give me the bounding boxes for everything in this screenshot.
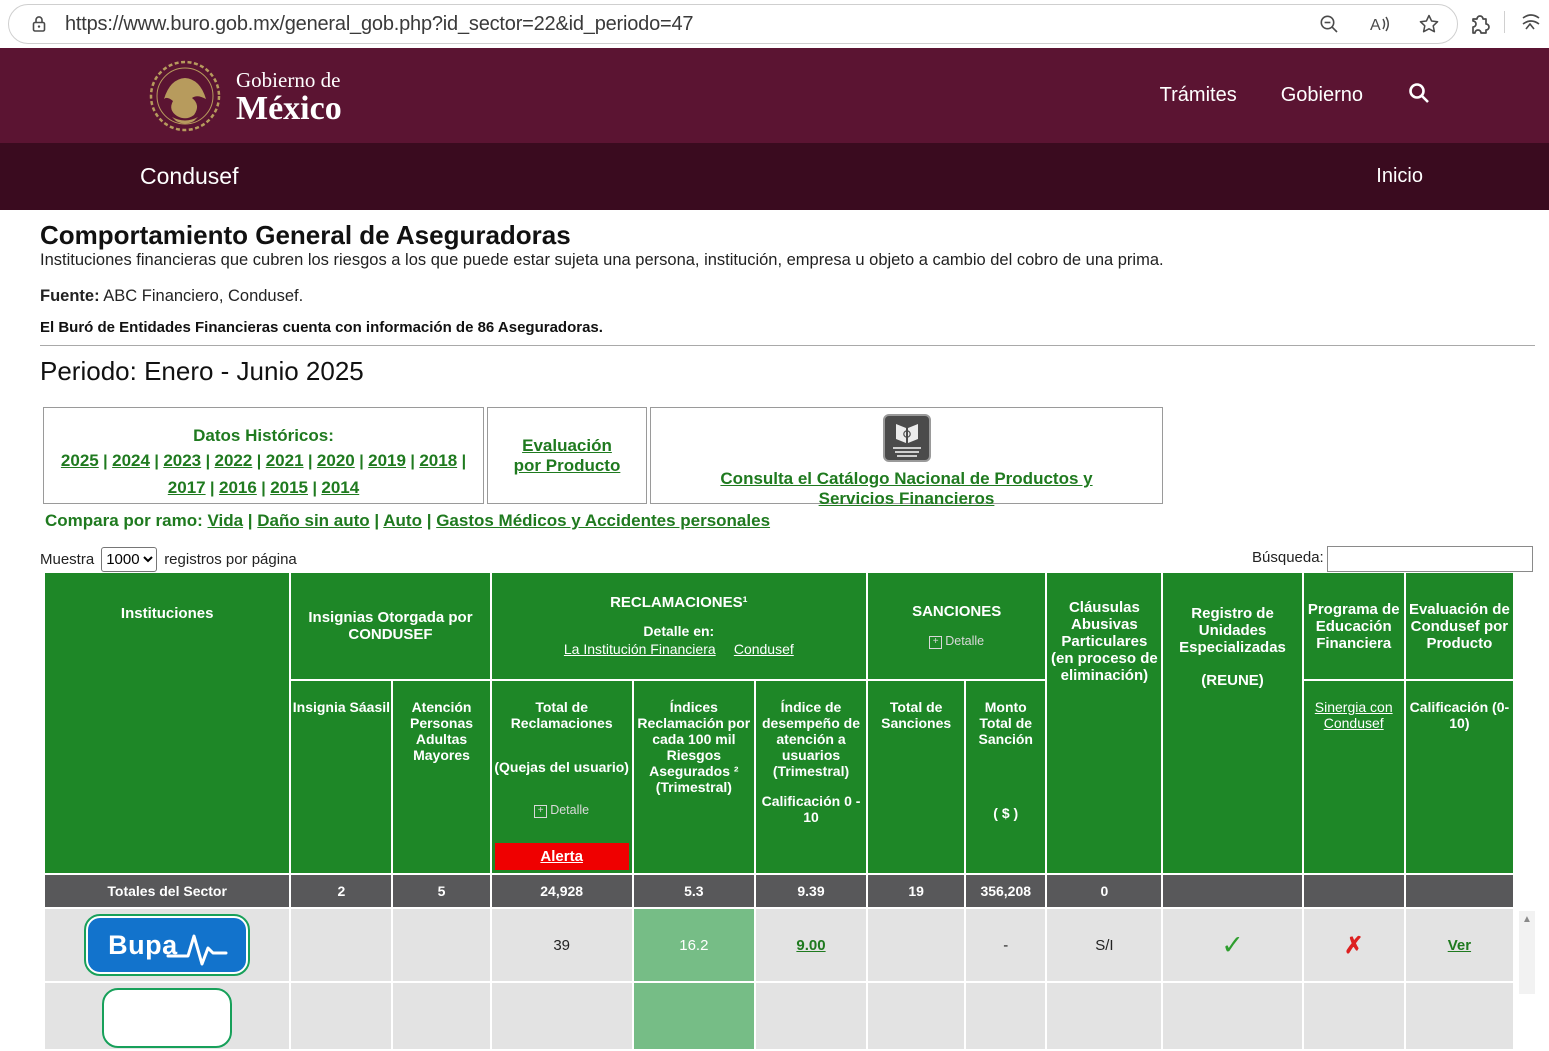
group-header-programa: Programa de Educación Financiera [1304,573,1404,679]
sanciones-detalle-button[interactable]: + Detalle [929,634,984,648]
year-link-2015[interactable]: 2015 [270,477,309,497]
indice-desempeno-cell [756,909,866,981]
col-header-reune [1163,573,1301,873]
indice-reclamacion-cell: 16.2 [634,909,754,981]
page-size-prefix: Muestra [40,551,95,568]
reclamaciones-title: RECLAMACIONES¹ [610,594,748,611]
reune-title: Registro de Unidades Especializadas [1179,605,1286,656]
group-header-reclamaciones [492,573,867,679]
evaluation-by-product-box [487,407,647,504]
page-title: Comportamiento General de Aseguradoras [40,220,571,250]
page-subtitle: Instituciones financieras que cubren los riesgos a los que puede estar sujeta una persona, institución, empresa u objeto a cambio del cobro de una prima. [40,251,1164,269]
year-link-2019[interactable]: 2019 [368,451,406,470]
catalog-link[interactable]: Consulta el Catálogo Nacional de Productos y Servicios Financieros [720,469,1093,508]
year-link-2025[interactable]: 2025 [60,451,99,470]
compare-link-auto[interactable]: Auto [383,511,422,530]
total-sanciones-cell [868,909,964,981]
sinergia-condusef-link[interactable]: Sinergia con Condusef [1314,699,1393,731]
historic-data-label: Datos Históricos: [193,426,334,445]
historic-data-box [43,407,484,504]
url-text[interactable]: https://www.buro.gob.mx/general_gob.php?id_sector=22&id_periodo=47 [65,12,694,35]
gobierno-header [0,48,1549,143]
programa-x-icon: ✗ [1344,931,1364,958]
total-reclamaciones-cell: 39 [492,909,632,981]
col-header-calificacion: Calificación (0-10) [1406,681,1513,873]
browser-toolbar [0,0,1549,49]
bupa-logo[interactable] [84,914,250,976]
col-header-atencion-mayores: Atención Personas Adultas Mayores [393,681,489,873]
totals-atencion: 5 [393,875,489,907]
col-header-clausulas: Cláusulas Abusivas Particulares (en proceso de eliminación) [1047,573,1161,873]
col-header-total-reclamaciones: Total de Reclamaciones (Quejas del usuario) + Detalle Alerta [492,681,632,873]
period-heading: Periodo: Enero - Junio 2025 [40,356,364,386]
group-header-sanciones [868,573,1045,679]
catalog-book-icon[interactable] [883,414,931,467]
gobierno-wordmark [236,70,342,126]
lock-icon[interactable] [27,12,51,36]
gobierno-wordmark-bottom: México [236,89,342,127]
col-header-total-sanciones: Total de Sanciones [868,681,964,873]
gobierno-wordmark-top: Gobierno de [236,68,341,93]
next-institution-logo[interactable] [102,988,232,1048]
clausulas-cell: S/I [1047,909,1161,981]
year-link-2023[interactable]: 2023 [163,451,202,470]
evaluacion-cell [1406,909,1513,981]
bupa-logo-text: Bupa [108,929,178,960]
reune-acronym: (REUNE) [1201,672,1264,689]
year-link-2014[interactable]: 2014 [321,477,360,497]
indice-desempeno-link[interactable]: 9.00 [796,936,826,954]
institution-cell [45,983,289,1049]
reclamaciones-detalle-button[interactable]: + Detalle [534,803,589,817]
col-header-insignia-saasil: Insignia Sáasil [291,681,391,873]
col-header-instituciones: Instituciones [45,573,289,873]
compare-row [45,511,770,531]
year-link-2020[interactable]: 2020 [316,451,355,470]
zoom-out-icon[interactable] [1317,12,1341,36]
bupa-heartbeat-icon [166,926,240,968]
col-header-sinergia [1304,681,1404,873]
address-bar[interactable] [8,4,1458,44]
read-aloud-icon[interactable] [1367,12,1391,36]
totals-sanciones: 19 [868,875,964,907]
svg-text:A: A [1370,17,1381,34]
sanciones-title: SANCIONES [912,603,1002,620]
col-header-indice-desempeno: Índice de desempeño de atención a usuarios (Trimestral) Calificación 0 - 10 [756,681,866,873]
totals-programa [1304,875,1404,907]
totals-clausulas: 0 [1047,875,1161,907]
condusef-bar [0,143,1549,210]
year-link-2022[interactable]: 2022 [214,451,253,470]
programa-cell [1304,909,1404,981]
nav-gobierno[interactable]: Gobierno [1280,84,1363,106]
compare-label: Compara por ramo: [45,511,203,530]
historic-years [44,448,483,502]
totals-row [45,875,1513,907]
col-header-monto-sancion: Monto Total de Sanción ( $ ) [966,681,1045,873]
extensions-icon[interactable] [1466,10,1490,34]
search-control [1252,549,1324,566]
scroll-up-icon[interactable]: ▲ [1522,914,1532,925]
compare-link-dano-sin-auto[interactable]: Daño sin auto [257,511,370,530]
year-link-2016[interactable]: 2016 [218,477,257,497]
totals-label: Totales del Sector [45,875,289,907]
nav-tramites[interactable]: Trámites [1159,84,1237,106]
table-scrollbar[interactable] [1519,911,1535,994]
totals-monto: 356,208 [966,875,1045,907]
reune-check-icon: ✓ [1221,929,1244,960]
totals-indice-reclamacion: 5.3 [634,875,754,907]
col-header-indices-reclamacion: Índices Reclamación por cada 100 mil Riesgos Asegurados ² (Trimestral) [634,681,754,873]
page-size-suffix: registros por página [164,551,297,568]
institution-cell [45,909,289,981]
bureau-note: El Buró de Entidades Financieras cuenta con información de 86 Aseguradoras. [40,319,603,336]
search-input[interactable] [1327,546,1533,572]
aseguradoras-table [43,571,1515,1051]
year-link-2021[interactable]: 2021 [265,451,304,470]
insignia-cell [291,909,391,981]
evaluation-by-product-link[interactable]: Evaluación por Producto [513,435,621,475]
plus-box-icon: + [929,636,942,649]
year-link-2024[interactable]: 2024 [112,451,150,470]
mexico-coat-of-arms-icon [148,59,222,138]
totals-reune [1163,875,1301,907]
reune-cell [1163,909,1301,981]
compare-link-vida[interactable]: Vida [207,511,244,530]
totals-reclamaciones: 24,928 [492,875,632,907]
totals-indice-desempeno: 9.39 [756,875,866,907]
nav-inicio[interactable]: Inicio [1376,165,1423,187]
gobierno-logo[interactable] [148,59,342,138]
page-size-select[interactable] [101,547,157,572]
group-header-evaluacion: Evaluación de Condusef por Producto [1406,573,1513,679]
page-size-control [40,547,297,572]
condusef-brand[interactable]: Condusef [140,163,239,189]
source-label: Fuente: [40,287,100,305]
browser-menu-icon[interactable] [1519,10,1543,34]
year-link-2017[interactable]: 2017 [167,477,206,497]
detalle-condusef-link[interactable]: Condusef [733,641,794,657]
year-link-2018[interactable]: 2018 [419,451,458,470]
search-label: Búsqueda: [1252,549,1324,566]
plus-box-icon: + [534,805,547,818]
source-line [40,287,303,306]
divider-rule [40,345,1535,346]
totals-insignia: 2 [291,875,391,907]
monto-cell: - [966,909,1045,981]
favorite-star-icon[interactable] [1417,12,1441,36]
group-header-insignias: Insignias Otorgada por CONDUSEF [291,573,489,679]
catalog-box [650,407,1163,508]
toolbar-divider [1504,11,1505,33]
alerta-button[interactable]: Alerta [495,843,629,870]
header-search-icon[interactable] [1407,81,1431,111]
detalle-institucion-link[interactable]: La Institución Financiera [563,641,716,657]
evaluacion-ver-link[interactable]: Ver [1447,936,1472,954]
source-value: ABC Financiero, Condusef. [99,287,304,305]
totals-evaluacion [1406,875,1513,907]
detalle-en-label: Detalle en: [643,623,715,639]
compare-link-gastos-medicos[interactable]: Gastos Médicos y Accidentes personales [436,511,771,530]
table-row-partial [45,983,1513,1049]
atencion-cell [393,909,489,981]
table-row-bupa [45,909,1513,981]
